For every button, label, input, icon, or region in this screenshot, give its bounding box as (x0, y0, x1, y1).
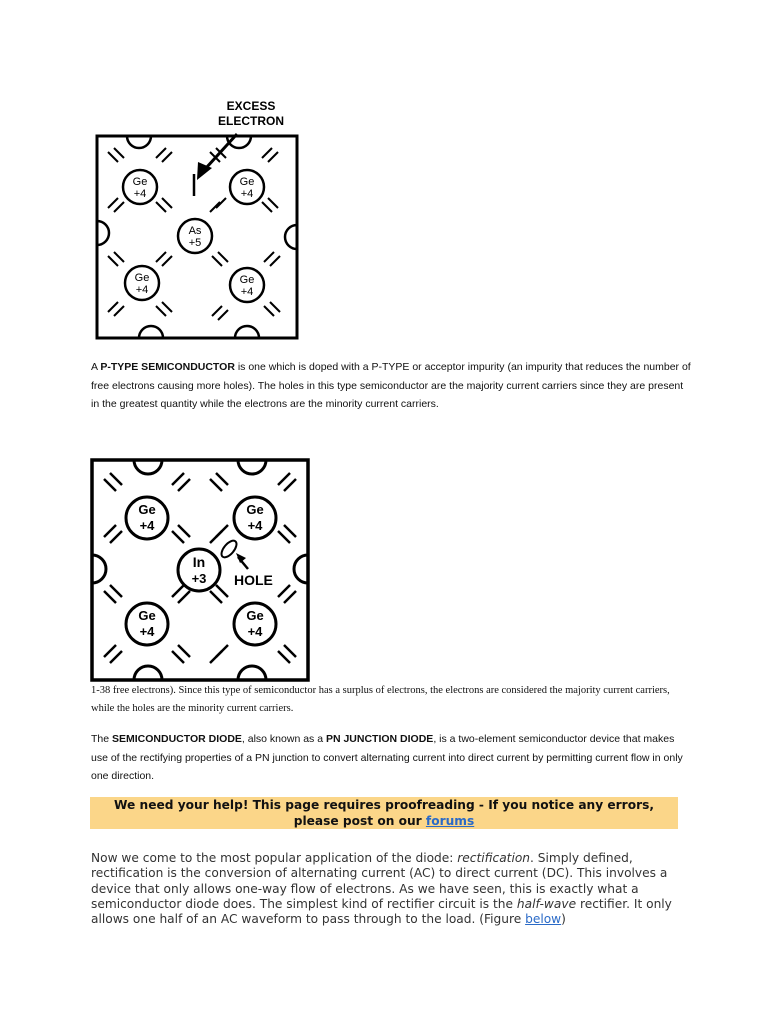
p-type-term: P-TYPE SEMICONDUCTOR (100, 361, 235, 373)
notice-text: We need your help! This page requires proofreading - If you notice any errors, please post on our (114, 798, 654, 828)
para3-text: , is a two-element semiconductor device that makes use of the rectifying properties of a PN junction to convert alternating current into direct current by permitting current flow in only one direction. (91, 733, 683, 782)
atom-charge: +4 (247, 518, 263, 533)
figure-below-link[interactable]: below (525, 912, 562, 927)
rectification-term: rectification (457, 851, 531, 865)
atom-ge-top-left (126, 497, 168, 539)
atom-symbol: Ge (246, 608, 264, 623)
atom-charge: +4 (135, 284, 149, 296)
excess-label-line2: ELECTRON (218, 114, 284, 128)
para3-pre: The (91, 733, 113, 745)
atom-symbol: Ge (134, 272, 150, 284)
atom-charge: +4 (240, 286, 254, 298)
atom-charge: +4 (139, 518, 155, 533)
atom-ge-top-right (234, 497, 276, 539)
atom-ge-bottom-right (234, 603, 276, 645)
atom-symbol: Ge (246, 502, 264, 517)
atom-symbol: Ge (132, 176, 148, 188)
para1-pre: A (91, 361, 101, 373)
semiconductor-diode-term: SEMICONDUCTOR DIODE (112, 733, 242, 745)
p-type-paragraph (91, 358, 691, 414)
semiconductor-diode-paragraph (91, 730, 691, 786)
para3-mid: , also known as a (241, 733, 326, 745)
atom-in-center (178, 549, 220, 591)
rectification-paragraph (91, 851, 691, 927)
half-wave-term: half-wave (516, 896, 577, 911)
atom-charge: +4 (133, 188, 147, 200)
figure-hole-lattice (88, 457, 312, 685)
atom-charge: +4 (139, 624, 155, 639)
para4-text-4: ) (561, 912, 566, 927)
atom-ge-bottom-left (125, 266, 159, 300)
atom-symbol: Ge (239, 176, 255, 188)
atom-symbol: In (192, 554, 206, 570)
atom-as-center (178, 219, 212, 253)
hole-label: HOLE (234, 572, 273, 588)
para2-text: 1-38 free electrons). Since this type of semiconductor has a surplus of electrons, the electrons are considered the majority current carriers, while the holes are the minority current carriers. (91, 685, 670, 714)
para4-text-3: rectifier. It only allows one half of an AC waveform to pass through to the load. (Figure (91, 896, 672, 927)
figure-excess-electron-lattice (94, 96, 304, 344)
arrow-shaft (206, 134, 237, 168)
atom-ge-bottom-left (126, 603, 168, 645)
atom-charge: +4 (247, 624, 263, 639)
atom-symbol: Ge (138, 502, 156, 517)
majority-carriers-paragraph (91, 682, 691, 718)
atom-charge: +5 (188, 237, 202, 249)
atom-ge-top-right (230, 170, 264, 204)
excess-label-line1: EXCESS (226, 99, 276, 113)
atom-symbol: As (188, 225, 202, 237)
para4-text-1: Now we come to the most popular application of the diode: (91, 851, 458, 865)
para4-text-2: . Simply defined, rectification is the conversion of alternating current (AC) to direct current (DC). This involves a device that only allows one-way flow of electrons. As we have seen, this is exactly what a semiconductor diode does. The simplest kind of rectifier circuit is the (91, 851, 668, 911)
pn-junction-diode-term: PN JUNCTION DIODE (325, 733, 434, 745)
atom-charge: +4 (240, 188, 254, 200)
atom-charge: +3 (191, 571, 207, 586)
atom-ge-bottom-right (230, 268, 264, 302)
forums-link[interactable]: forums (425, 813, 475, 828)
atom-symbol: Ge (138, 608, 156, 623)
para1-text: is one which is doped with a P-TYPE or acceptor impurity (an impurity that reduces the number of free electrons causing more holes). The holes in this type semiconductor are the majority current carriers since they are present in the greatest quantity while the electrons are the minority current carriers. (91, 361, 691, 410)
atom-ge-top-left (123, 170, 157, 204)
atom-symbol: Ge (239, 274, 255, 286)
hole-marker (219, 538, 240, 560)
proofreading-notice (90, 797, 678, 829)
